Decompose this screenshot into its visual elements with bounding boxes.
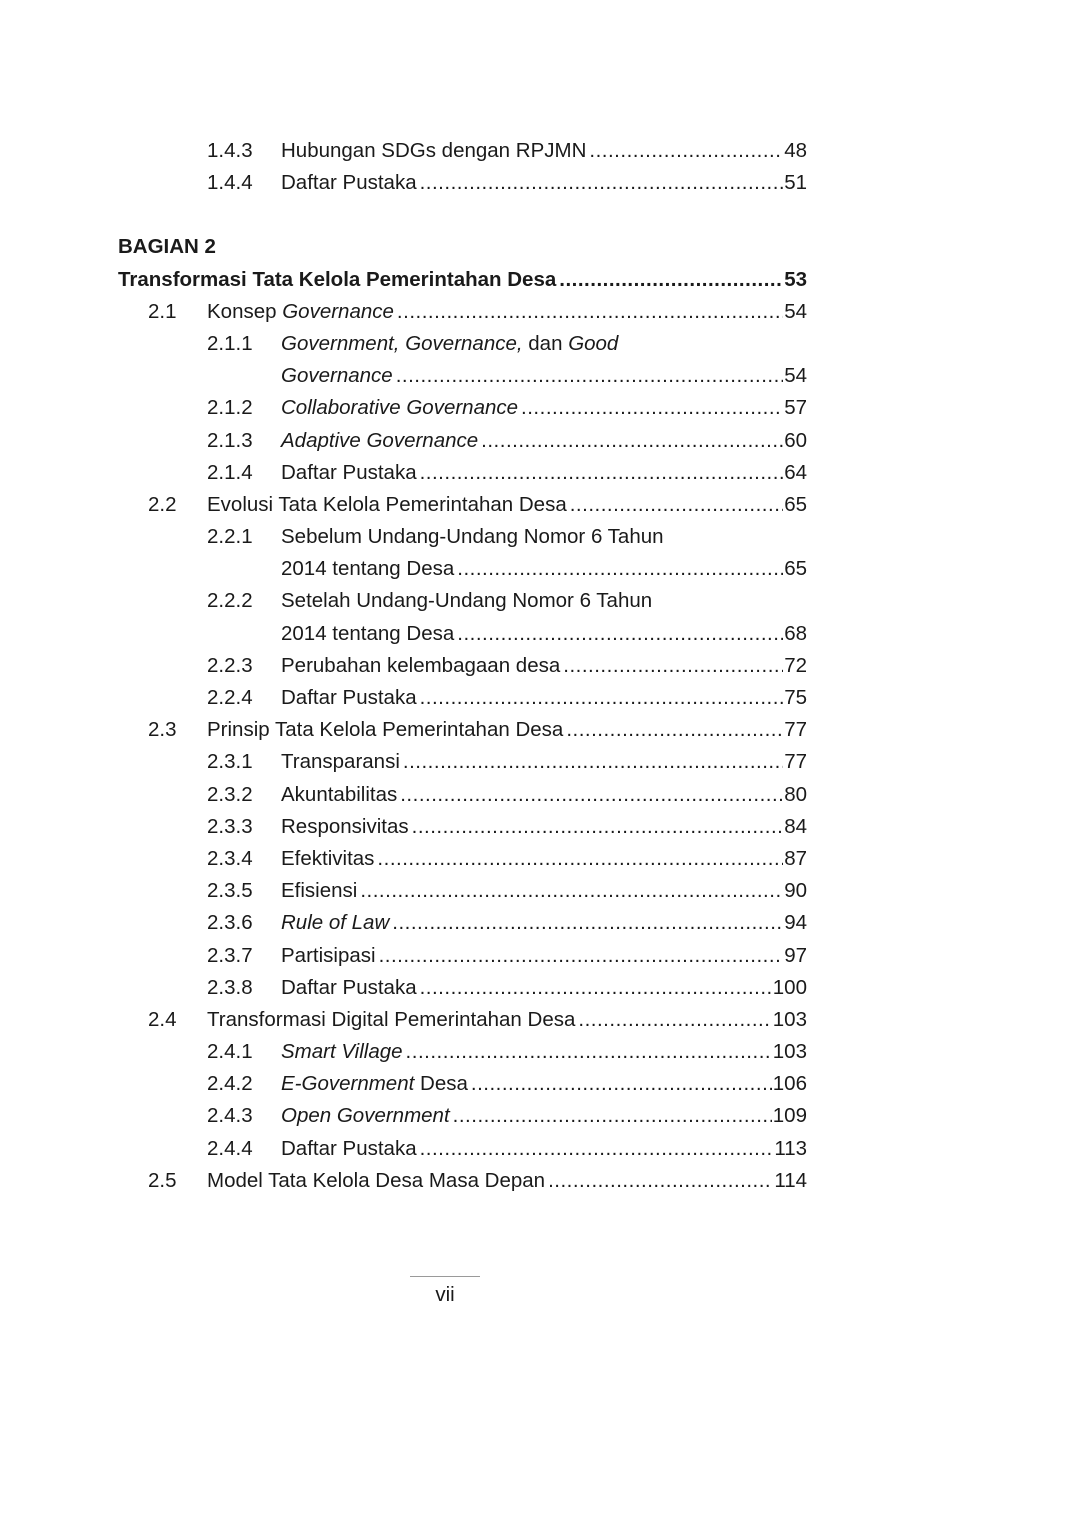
table-of-contents <box>118 135 807 1197</box>
dot-leader <box>393 360 784 392</box>
toc-number: 2.3.7 <box>207 943 253 967</box>
dot-leader <box>468 1068 772 1100</box>
toc-title: Efisiensi <box>281 879 358 903</box>
toc-title: Responsivitas <box>281 814 409 838</box>
toc-entry-2-2-2-cont <box>118 618 807 650</box>
toc-page: 94 <box>784 911 807 935</box>
toc-title-line1: Sebelum Undang-Undang Nomor 6 Tahun <box>281 525 664 549</box>
toc-number: 2.2.2 <box>207 589 253 613</box>
toc-entry-2-2-2 <box>118 585 807 617</box>
dot-leader <box>545 1165 773 1197</box>
toc-entry-2-1 <box>118 296 807 328</box>
toc-number: 2.4.3 <box>207 1104 253 1128</box>
toc-title: Evolusi Tata Kelola Pemerintahan Desa <box>207 492 567 516</box>
footer-rule <box>410 1276 480 1277</box>
toc-page: 77 <box>784 750 807 774</box>
toc-page: 51 <box>784 171 807 195</box>
dot-leader <box>417 167 784 199</box>
toc-page: 68 <box>784 621 807 645</box>
toc-entry-2-3-1 <box>118 746 807 778</box>
toc-entry-1-4-3 <box>118 135 807 167</box>
toc-page: 113 <box>774 1136 807 1160</box>
dot-leader <box>417 457 784 489</box>
toc-page: 54 <box>784 299 807 323</box>
dot-leader <box>376 940 784 972</box>
toc-number: 2.2 <box>148 492 177 516</box>
toc-number: 2.4.4 <box>207 1136 253 1160</box>
toc-entry-2-1-4 <box>118 457 807 489</box>
toc-page: 75 <box>784 686 807 709</box>
dot-leader <box>357 875 783 907</box>
toc-number: 2.2.1 <box>207 525 253 549</box>
dot-leader <box>403 1036 772 1068</box>
toc-page: 48 <box>784 139 807 162</box>
toc-title: Daftar Pustaka <box>281 171 417 195</box>
toc-page: 54 <box>784 364 807 388</box>
toc-page: 64 <box>784 460 807 484</box>
toc-number: 1.4.4 <box>207 171 253 195</box>
toc-number: 2.3.5 <box>207 879 253 903</box>
dot-leader <box>409 811 784 843</box>
dot-leader <box>567 489 783 521</box>
toc-number: 2.3.3 <box>207 814 253 838</box>
toc-entry-2-4-1 <box>118 1036 807 1068</box>
toc-entry-2-4-2 <box>118 1068 807 1100</box>
toc-number: 2.3.4 <box>207 846 253 870</box>
toc-entry-2-3 <box>118 714 807 746</box>
dot-leader <box>394 296 783 328</box>
toc-title: Daftar Pustaka <box>281 460 417 484</box>
toc-entry-2-1-3 <box>118 425 807 457</box>
toc-page: 65 <box>784 557 807 581</box>
dot-leader <box>417 972 772 1004</box>
toc-page: 106 <box>772 1072 807 1096</box>
page-number: vii <box>435 1283 455 1306</box>
dot-leader <box>586 135 783 167</box>
toc-title: Konsep Governance <box>207 299 394 323</box>
dot-leader <box>417 1133 774 1165</box>
toc-title: Open Government <box>281 1104 450 1128</box>
dot-leader <box>400 746 783 778</box>
dot-leader <box>575 1004 771 1036</box>
toc-title: Daftar Pustaka <box>281 686 417 709</box>
toc-title: Transparansi <box>281 750 400 774</box>
part-label: BAGIAN 2 <box>118 235 216 259</box>
toc-page: 80 <box>784 782 807 806</box>
toc-title: Efektivitas <box>281 846 375 870</box>
dot-leader <box>389 907 783 939</box>
toc-entry-2-3-5 <box>118 875 807 907</box>
toc-entry-2-3-3 <box>118 811 807 843</box>
toc-title: Prinsip Tata Kelola Pemerintahan Desa <box>207 718 564 742</box>
toc-number: 2.2.3 <box>207 653 253 677</box>
toc-title: Transformasi Digital Pemerintahan Desa <box>207 1007 576 1031</box>
toc-number: 2.1.4 <box>207 460 253 484</box>
toc-entry-2-2-4 <box>118 682 807 714</box>
toc-number: 2.1.1 <box>207 331 253 355</box>
toc-page: 114 <box>774 1168 807 1192</box>
toc-title-line1: Setelah Undang-Undang Nomor 6 Tahun <box>281 589 653 613</box>
toc-page: 84 <box>784 814 807 838</box>
toc-page: 60 <box>784 428 807 452</box>
toc-page: 103 <box>772 1040 807 1064</box>
dot-leader <box>556 264 783 296</box>
dot-leader <box>563 714 783 746</box>
toc-entry-2-2-1-cont <box>118 553 807 585</box>
toc-title: Adaptive Governance <box>281 428 479 452</box>
toc-entry-2-3-4 <box>118 843 807 875</box>
toc-number: 2.2.4 <box>207 686 253 709</box>
toc-entry-2-1-1-cont <box>118 360 807 392</box>
toc-title: Partisipasi <box>281 943 376 967</box>
toc-title: Daftar Pustaka <box>281 975 417 999</box>
toc-entry-2-3-2 <box>118 779 807 811</box>
toc-title: Collaborative Governance <box>281 396 519 420</box>
toc-page: 90 <box>784 879 807 903</box>
toc-title: 2014 tentang Desa <box>281 557 455 581</box>
dot-leader <box>417 682 784 714</box>
toc-entry-2-1-2 <box>118 392 807 424</box>
toc-title: Akuntabilitas <box>281 782 398 806</box>
toc-entry-2-2-3 <box>118 650 807 682</box>
part-title: Transformasi Tata Kelola Pemerintahan Desa <box>118 267 557 291</box>
toc-title: Hubungan SDGs dengan RPJMN <box>281 139 587 162</box>
toc-number: 2.3.8 <box>207 975 253 999</box>
toc-title: E-Government Desa <box>281 1072 468 1096</box>
toc-entry-2-2-1 <box>118 521 807 553</box>
dot-leader <box>374 843 783 875</box>
toc-entry-2-1-1 <box>118 328 807 360</box>
dot-leader <box>560 650 783 682</box>
toc-page: 97 <box>784 943 807 967</box>
dot-leader <box>518 392 783 424</box>
toc-title: Rule of Law <box>281 911 390 935</box>
toc-page: 57 <box>784 396 807 420</box>
toc-page: 72 <box>784 653 807 677</box>
toc-page: 87 <box>784 846 807 870</box>
toc-entry-2-4-4 <box>118 1133 807 1165</box>
toc-entry-2-4 <box>118 1004 807 1036</box>
toc-entry-2-2 <box>118 489 807 521</box>
toc-page: 109 <box>772 1104 807 1128</box>
toc-title: Governance <box>281 364 393 388</box>
toc-entry-2-3-8 <box>118 972 807 1004</box>
toc-number: 2.1.2 <box>207 396 253 420</box>
toc-number: 2.3 <box>148 718 177 742</box>
toc-title: Smart Village <box>281 1040 403 1064</box>
dot-leader <box>478 425 783 457</box>
toc-number: 2.1 <box>148 299 177 323</box>
toc-number: 1.4.3 <box>207 139 253 162</box>
toc-title: Daftar Pustaka <box>281 1136 417 1160</box>
toc-title-line1: Government, Governance, dan Good <box>281 331 619 355</box>
toc-entry-2-3-6 <box>118 907 807 939</box>
toc-page: 53 <box>784 267 807 291</box>
toc-number: 2.4.2 <box>207 1072 253 1096</box>
toc-number: 2.3.6 <box>207 911 253 935</box>
toc-page: 77 <box>784 718 807 742</box>
toc-number: 2.3.2 <box>207 782 253 806</box>
part-title-entry <box>118 264 807 296</box>
toc-entry-1-4-4 <box>118 167 807 199</box>
toc-title: 2014 tentang Desa <box>281 621 455 645</box>
toc-number: 2.3.1 <box>207 750 253 774</box>
toc-entry-2-4-3 <box>118 1100 807 1132</box>
toc-entry-2-3-7 <box>118 940 807 972</box>
dot-leader <box>454 553 783 585</box>
toc-number: 2.1.3 <box>207 428 253 452</box>
toc-title: Model Tata Kelola Desa Masa Depan <box>207 1168 546 1192</box>
toc-title: Perubahan kelembagaan desa <box>281 653 561 677</box>
toc-page: 103 <box>772 1007 807 1031</box>
toc-number: 2.5 <box>148 1168 177 1192</box>
toc-page: 100 <box>772 975 807 999</box>
toc-page: 65 <box>784 492 807 516</box>
toc-number: 2.4.1 <box>207 1040 253 1064</box>
dot-leader <box>454 618 783 650</box>
toc-number: 2.4 <box>148 1007 177 1031</box>
dot-leader <box>397 779 783 811</box>
dot-leader <box>450 1100 772 1132</box>
toc-entry-2-5 <box>118 1165 807 1197</box>
